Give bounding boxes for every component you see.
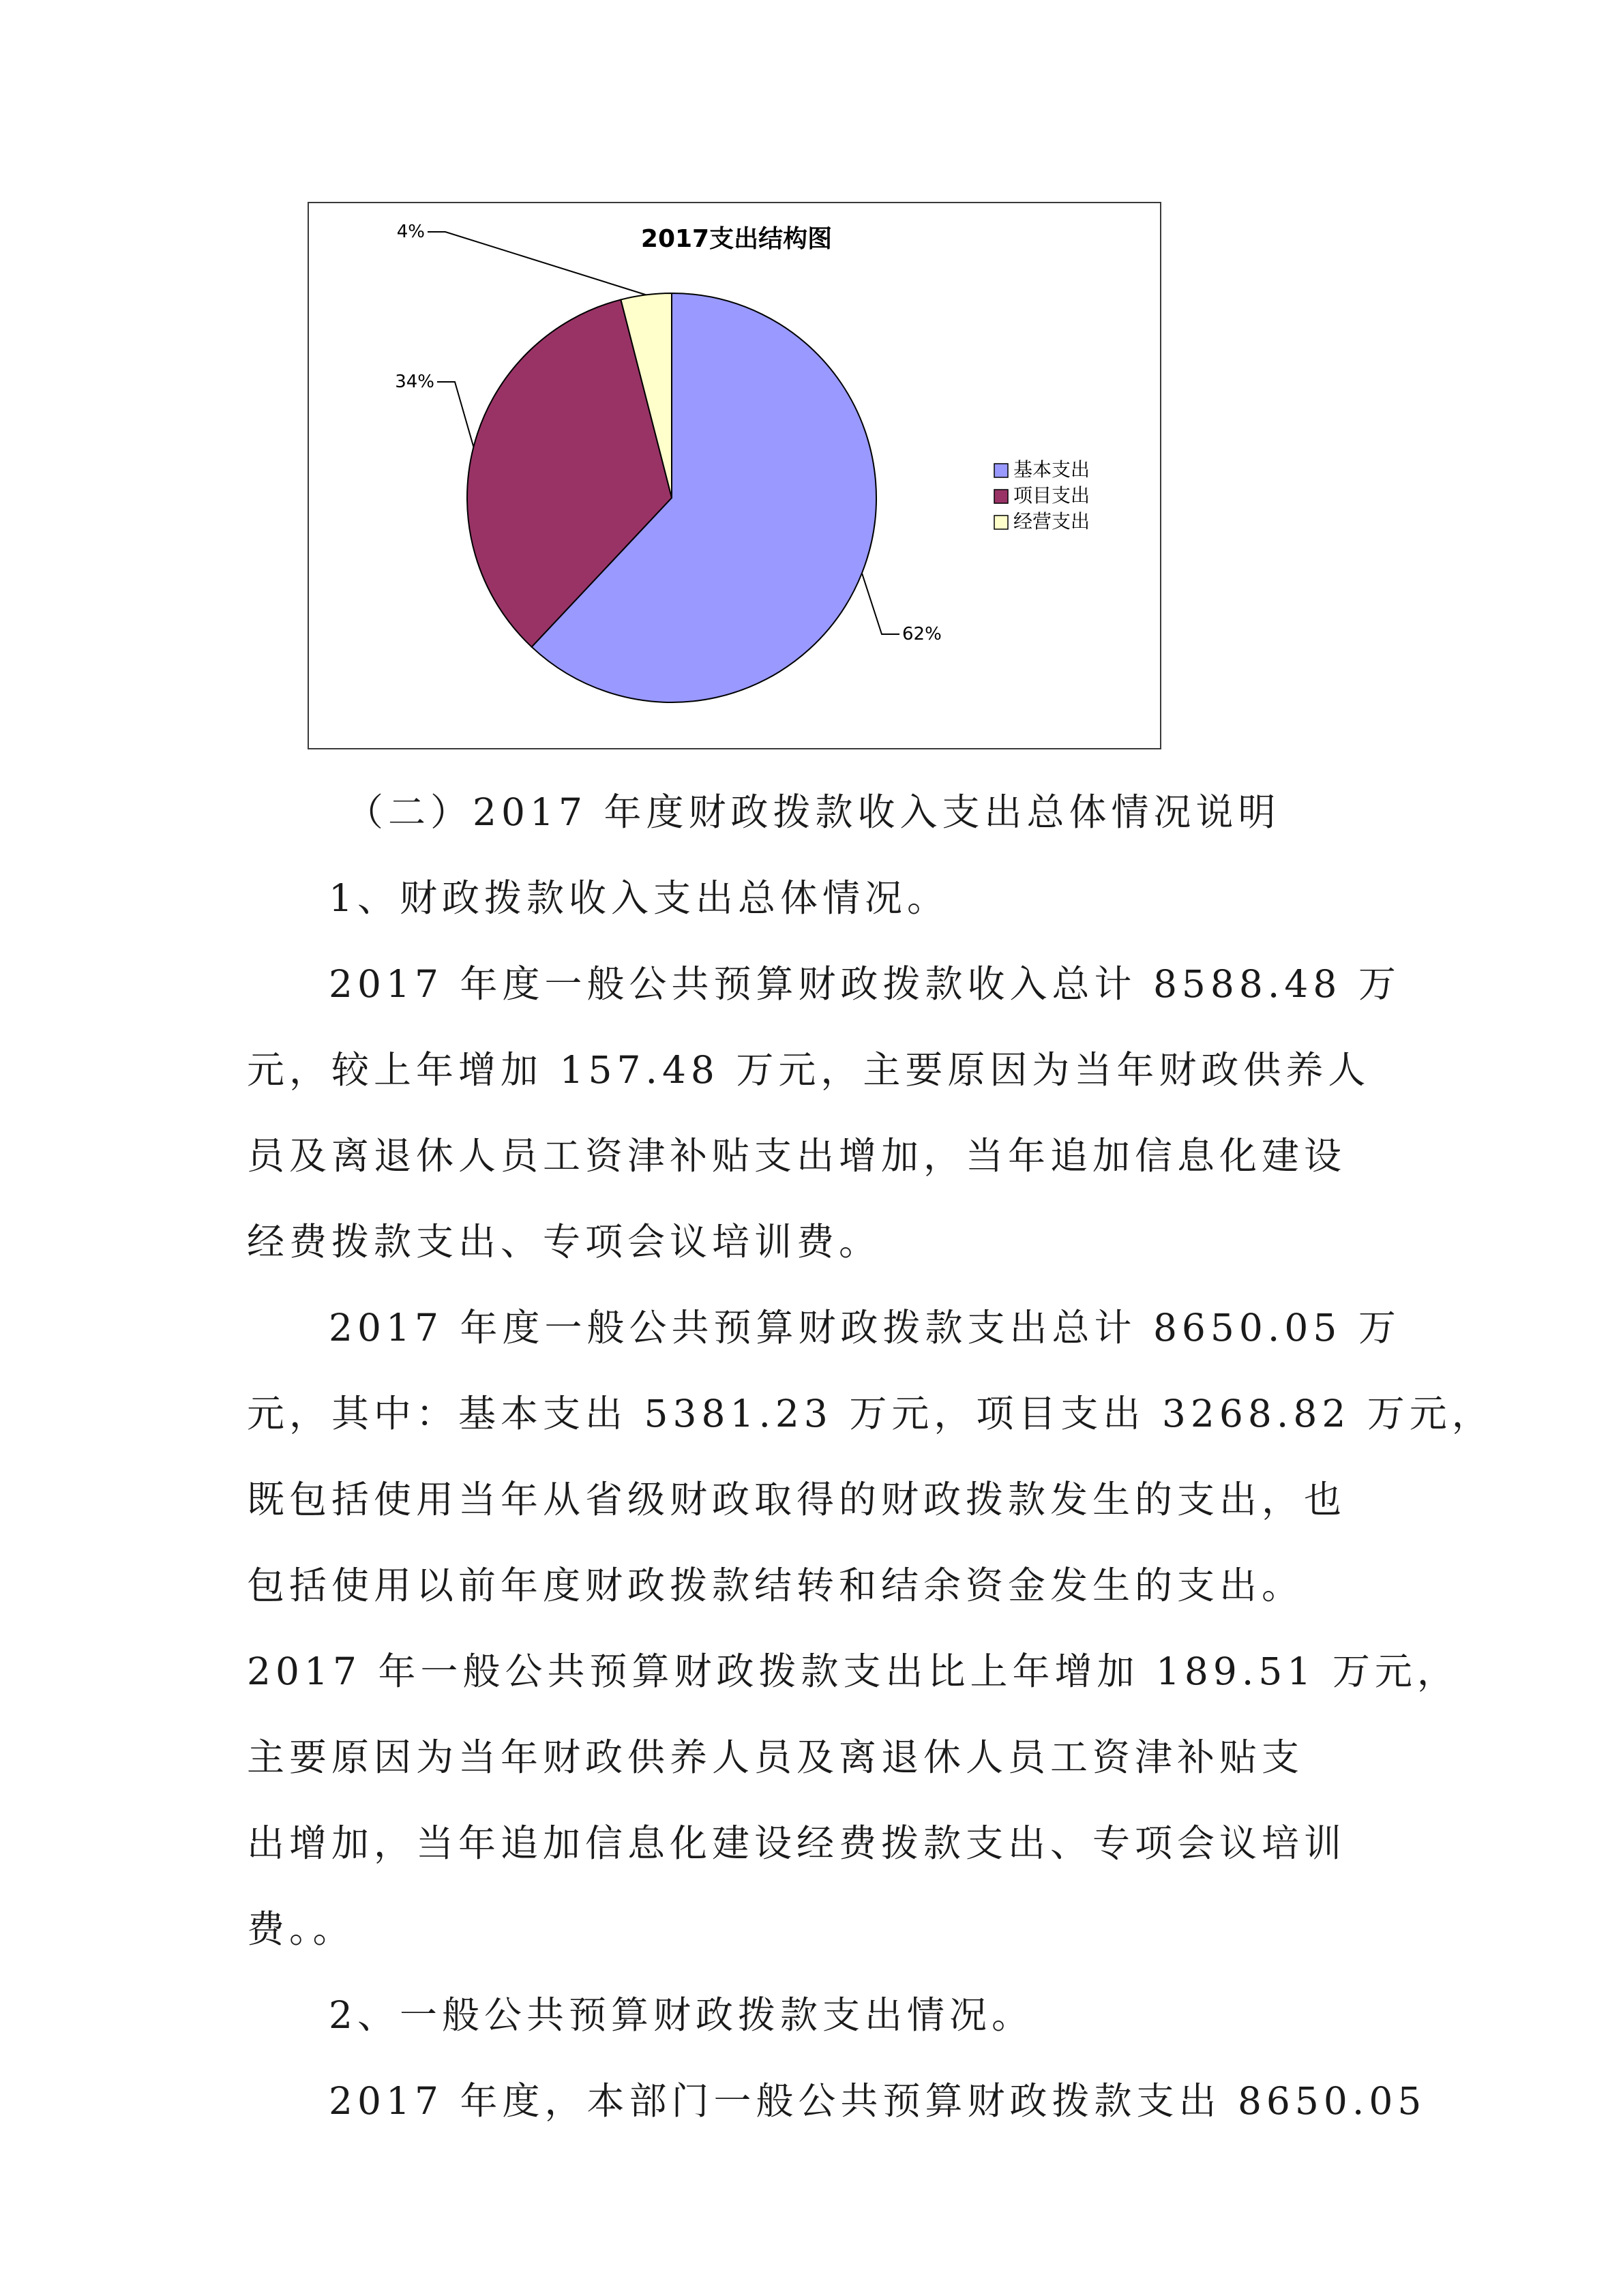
- doc-line: 2017 年一般公共预算财政拨款支出比上年增加 189.51 万元，: [247, 1650, 1459, 1693]
- doc-line: 元，较上年增加 157.48 万元，主要原因为当年财政供养人: [247, 1048, 1371, 1092]
- pie-leader-line: [862, 573, 899, 634]
- doc-line: 员及离退休人员工资津补贴支出增加，当年追加信息化建设: [247, 1134, 1347, 1178]
- doc-line: 2017 年度，本部门一般公共预算财政拨款支出 8650.05: [329, 2079, 1427, 2123]
- doc-line: 费。。: [247, 1907, 355, 1951]
- pie-value-label: 62%: [902, 624, 942, 644]
- section-heading: （二）2017 年度财政拨款收入支出总体情况说明: [346, 790, 1281, 834]
- pie-value-label: 4%: [396, 222, 425, 242]
- document-body: [247, 769, 1494, 2144]
- legend-swatch-基本支出: [994, 464, 1008, 477]
- legend-label-经营支出: 经营支出: [1013, 510, 1090, 533]
- doc-line: 2、一般公共预算财政拨款支出情况。: [329, 1993, 1034, 2037]
- pie-chart: [309, 203, 1160, 748]
- doc-line: 2017 年度一般公共预算财政拨款支出总计 8650.05 万: [329, 1306, 1401, 1350]
- doc-line: 经费拨款支出、专项会议培训费。: [247, 1220, 882, 1264]
- doc-line: 2017 年度一般公共预算财政拨款收入总计 8588.48 万: [329, 962, 1401, 1006]
- doc-line: 出增加，当年追加信息化建设经费拨款支出、专项会议培训: [247, 1821, 1347, 1865]
- pie-chart-frame: [308, 202, 1161, 749]
- doc-line: 主要原因为当年财政供养人员及离退休人员工资津补贴支: [247, 1735, 1305, 1779]
- legend-label-基本支出: 基本支出: [1013, 458, 1090, 481]
- pie-value-label: 34%: [395, 372, 434, 392]
- doc-line: 既包括使用当年从省级财政取得的财政拨款发生的支出，也: [247, 1478, 1347, 1521]
- doc-line: 包括使用以前年度财政拨款结转和结余资金发生的支出。: [247, 1564, 1305, 1607]
- pie-leader-line: [437, 382, 473, 447]
- legend-label-项目支出: 项目支出: [1013, 484, 1090, 507]
- doc-line: 元，其中：基本支出 5381.23 万元，项目支出 3268.82 万元，: [247, 1392, 1494, 1435]
- legend-swatch-项目支出: [994, 490, 1008, 503]
- chart-title: 2017支出结构图: [640, 225, 833, 253]
- legend-swatch-经营支出: [994, 516, 1008, 529]
- doc-line: 1、财政拨款收入支出总体情况。: [329, 876, 949, 920]
- pie-leader-line: [428, 232, 646, 295]
